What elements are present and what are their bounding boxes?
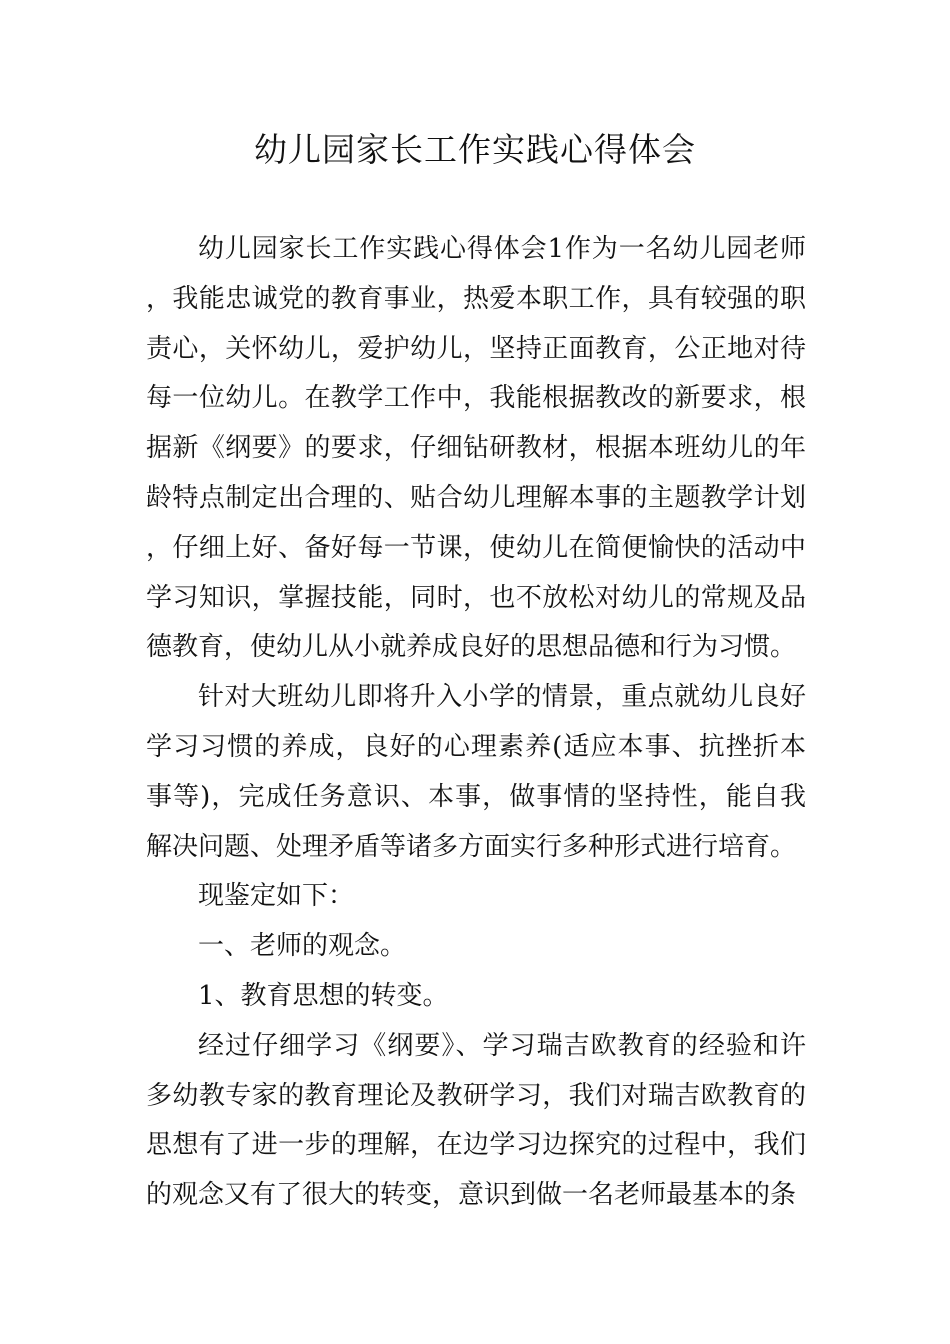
paragraph-3: 现鉴定如下：	[198, 881, 355, 912]
subsection-heading-1: 1、教育思想的转变。	[198, 980, 449, 1011]
paragraph-2: 针对大班幼儿即将升入小学的情景，重点就幼儿良好学习习惯的养成，良好的心理素养(适应本事、抗挫折本事等)，完成任务意识、本事，做事情的坚持性，能自我解决问题、处理矛盾等诸多方面实行多种形式进行培育。	[146, 682, 806, 862]
section-heading-1: 一、老师的观念。	[198, 931, 407, 962]
paragraph-1: 幼儿园家长工作实践心得体会1作为一名幼儿园老师，我能忠诚党的教育事业，热爱本职工作，具有较强的职责心，关怀幼儿，爱护幼儿，坚持正面教育，公正地对待每一位幼儿。在教学工作中，我能根据教改的新要求，根据新《纲要》的要求，仔细钻研教材，根据本班幼儿的年龄特点制定出合理的、贴合幼儿理解本事的主题教学计划，仔细上好、备好每一节课，使幼儿在简便愉快的活动中学习知识，掌握技能，同时，也不放松对幼儿的常规及品德教育，使幼儿从小就养成良好的思想品德和行为习惯。	[146, 234, 806, 663]
document-body	[146, 225, 806, 1221]
paragraph-4: 经过仔细学习《纲要》、学习瑞吉欧教育的经验和许多幼教专家的教育理论及教研学习，我们对瑞吉欧教育的思想有了进一步的理解，在边学习边探究的过程中，我们的观念又有了很大的转变，意识到做一名老师最基本的条	[146, 1030, 806, 1211]
document-title: 幼儿园家长工作实践心得体会	[254, 130, 696, 169]
